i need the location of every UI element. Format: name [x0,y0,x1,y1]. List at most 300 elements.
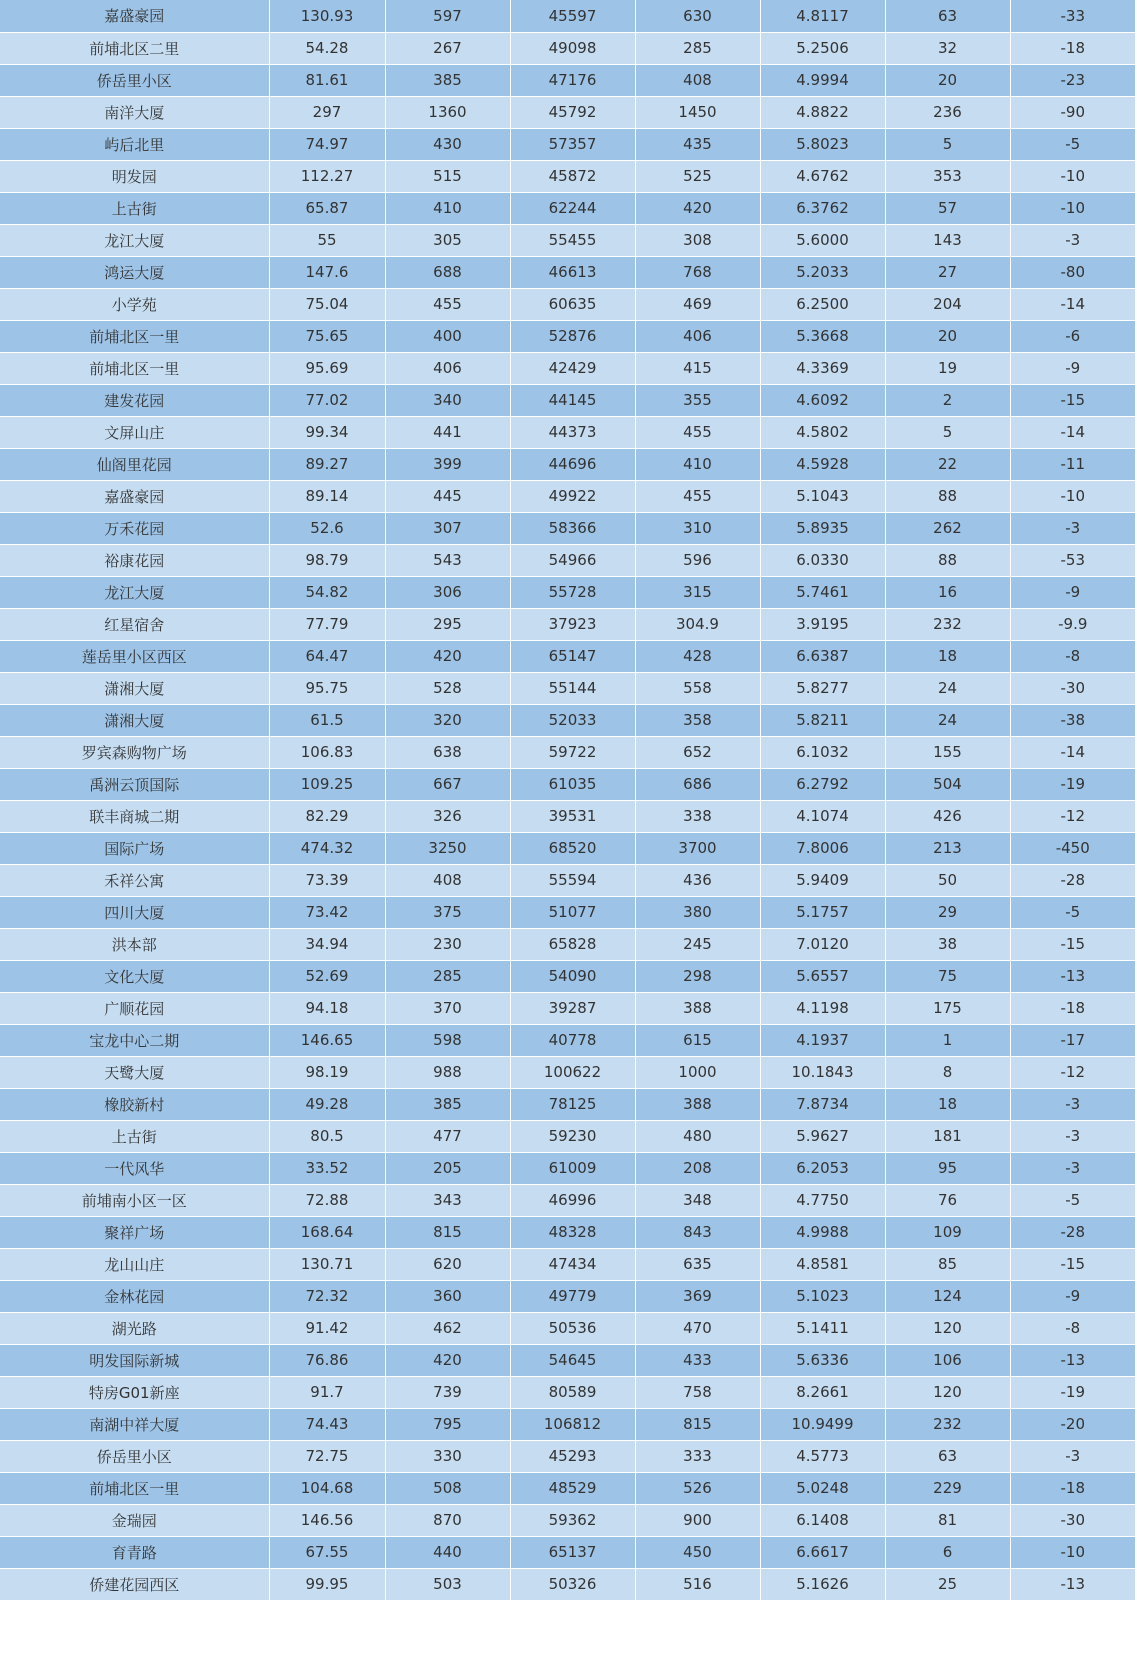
area-cell: 99.34 [269,416,385,448]
count-cell: 155 [885,736,1010,768]
table-row [0,736,1135,768]
area-cell: 67.55 [269,1536,385,1568]
listed-price-cell: 843 [635,1216,760,1248]
unit-price-cell: 47176 [510,64,635,96]
area-cell: 52.6 [269,512,385,544]
ratio-cell: 6.1408 [760,1504,885,1536]
estate-name-cell: 南洋大厦 [0,96,269,128]
ratio-cell: 5.6000 [760,224,885,256]
ratio-cell: 4.5928 [760,448,885,480]
change-cell: -3 [1010,224,1135,256]
ratio-cell: 4.6092 [760,384,885,416]
estate-name-cell: 万禾花园 [0,512,269,544]
area-cell: 98.79 [269,544,385,576]
change-cell: -13 [1010,960,1135,992]
count-cell: 95 [885,1152,1010,1184]
total-price-cell: 326 [385,800,510,832]
unit-price-cell: 59230 [510,1120,635,1152]
change-cell: -3 [1010,1120,1135,1152]
listed-price-cell: 470 [635,1312,760,1344]
unit-price-cell: 45597 [510,0,635,32]
estate-name-cell: 前埔南小区一区 [0,1184,269,1216]
total-price-cell: 306 [385,576,510,608]
total-price-cell: 620 [385,1248,510,1280]
ratio-cell: 4.1074 [760,800,885,832]
unit-price-cell: 80589 [510,1376,635,1408]
table-row [0,0,1135,32]
count-cell: 181 [885,1120,1010,1152]
area-cell: 81.61 [269,64,385,96]
unit-price-cell: 47434 [510,1248,635,1280]
estate-name-cell: 侨岳里小区 [0,64,269,96]
ratio-cell: 5.8211 [760,704,885,736]
change-cell: -5 [1010,1184,1135,1216]
table-row [0,672,1135,704]
listed-price-cell: 596 [635,544,760,576]
total-price-cell: 508 [385,1472,510,1504]
count-cell: 353 [885,160,1010,192]
area-cell: 80.5 [269,1120,385,1152]
change-cell: -18 [1010,1472,1135,1504]
change-cell: -5 [1010,128,1135,160]
total-price-cell: 375 [385,896,510,928]
table-row [0,416,1135,448]
ratio-cell: 4.9988 [760,1216,885,1248]
area-cell: 99.95 [269,1568,385,1600]
area-cell: 77.79 [269,608,385,640]
listed-price-cell: 469 [635,288,760,320]
listed-price-cell: 420 [635,192,760,224]
count-cell: 204 [885,288,1010,320]
total-price-cell: 330 [385,1440,510,1472]
table-row [0,1088,1135,1120]
table-row [0,608,1135,640]
change-cell: -10 [1010,160,1135,192]
estate-name-cell: 龙江大厦 [0,576,269,608]
count-cell: 16 [885,576,1010,608]
change-cell: -80 [1010,256,1135,288]
ratio-cell: 5.9627 [760,1120,885,1152]
area-cell: 72.32 [269,1280,385,1312]
table-row [0,384,1135,416]
listed-price-cell: 245 [635,928,760,960]
area-cell: 297 [269,96,385,128]
table-row [0,704,1135,736]
listed-price-cell: 369 [635,1280,760,1312]
unit-price-cell: 49779 [510,1280,635,1312]
estate-name-cell: 湖光路 [0,1312,269,1344]
total-price-cell: 285 [385,960,510,992]
area-cell: 73.42 [269,896,385,928]
estate-name-cell: 罗宾森购物广场 [0,736,269,768]
change-cell: -23 [1010,64,1135,96]
count-cell: 8 [885,1056,1010,1088]
unit-price-cell: 50326 [510,1568,635,1600]
total-price-cell: 343 [385,1184,510,1216]
count-cell: 1 [885,1024,1010,1056]
unit-price-cell: 78125 [510,1088,635,1120]
listed-price-cell: 436 [635,864,760,896]
area-cell: 168.64 [269,1216,385,1248]
total-price-cell: 667 [385,768,510,800]
change-cell: -10 [1010,1536,1135,1568]
total-price-cell: 399 [385,448,510,480]
listed-price-cell: 480 [635,1120,760,1152]
ratio-cell: 4.6762 [760,160,885,192]
listed-price-cell: 308 [635,224,760,256]
listed-price-cell: 380 [635,896,760,928]
unit-price-cell: 44145 [510,384,635,416]
count-cell: 20 [885,320,1010,352]
count-cell: 25 [885,1568,1010,1600]
unit-price-cell: 54090 [510,960,635,992]
total-price-cell: 638 [385,736,510,768]
unit-price-cell: 59722 [510,736,635,768]
ratio-cell: 10.9499 [760,1408,885,1440]
area-cell: 89.27 [269,448,385,480]
count-cell: 5 [885,128,1010,160]
total-price-cell: 406 [385,352,510,384]
change-cell: -38 [1010,704,1135,736]
ratio-cell: 4.7750 [760,1184,885,1216]
change-cell: -30 [1010,672,1135,704]
table-row [0,1312,1135,1344]
ratio-cell: 4.3369 [760,352,885,384]
table-row [0,1536,1135,1568]
ratio-cell: 7.8006 [760,832,885,864]
total-price-cell: 205 [385,1152,510,1184]
listed-price-cell: 428 [635,640,760,672]
estate-name-cell: 上古街 [0,192,269,224]
unit-price-cell: 39287 [510,992,635,1024]
change-cell: -10 [1010,480,1135,512]
total-price-cell: 420 [385,640,510,672]
total-price-cell: 267 [385,32,510,64]
area-cell: 33.52 [269,1152,385,1184]
count-cell: 85 [885,1248,1010,1280]
table-row [0,896,1135,928]
change-cell: -9 [1010,576,1135,608]
table-row [0,1152,1135,1184]
unit-price-cell: 61009 [510,1152,635,1184]
total-price-cell: 385 [385,64,510,96]
table-row [0,992,1135,1024]
count-cell: 175 [885,992,1010,1024]
count-cell: 32 [885,32,1010,64]
change-cell: -3 [1010,1152,1135,1184]
change-cell: -15 [1010,928,1135,960]
listed-price-cell: 208 [635,1152,760,1184]
unit-price-cell: 46613 [510,256,635,288]
total-price-cell: 3250 [385,832,510,864]
count-cell: 232 [885,608,1010,640]
change-cell: -9.9 [1010,608,1135,640]
estate-name-cell: 前埔北区一里 [0,1472,269,1504]
listed-price-cell: 635 [635,1248,760,1280]
area-cell: 55 [269,224,385,256]
change-cell: -3 [1010,1440,1135,1472]
estate-name-cell: 屿后北里 [0,128,269,160]
area-cell: 49.28 [269,1088,385,1120]
change-cell: -10 [1010,192,1135,224]
count-cell: 5 [885,416,1010,448]
table-row [0,928,1135,960]
unit-price-cell: 100622 [510,1056,635,1088]
area-cell: 73.39 [269,864,385,896]
count-cell: 504 [885,768,1010,800]
unit-price-cell: 46996 [510,1184,635,1216]
change-cell: -14 [1010,288,1135,320]
area-cell: 89.14 [269,480,385,512]
listed-price-cell: 558 [635,672,760,704]
area-cell: 104.68 [269,1472,385,1504]
change-cell: -14 [1010,416,1135,448]
estate-name-cell: 小学苑 [0,288,269,320]
estate-name-cell: 文化大厦 [0,960,269,992]
unit-price-cell: 45792 [510,96,635,128]
estate-name-cell: 潇湘大厦 [0,672,269,704]
listed-price-cell: 433 [635,1344,760,1376]
area-cell: 130.71 [269,1248,385,1280]
estate-name-cell: 莲岳里小区西区 [0,640,269,672]
total-price-cell: 430 [385,128,510,160]
area-cell: 34.94 [269,928,385,960]
listed-price-cell: 768 [635,256,760,288]
count-cell: 27 [885,256,1010,288]
unit-price-cell: 40778 [510,1024,635,1056]
change-cell: -11 [1010,448,1135,480]
total-price-cell: 815 [385,1216,510,1248]
listed-price-cell: 348 [635,1184,760,1216]
change-cell: -28 [1010,1216,1135,1248]
unit-price-cell: 54645 [510,1344,635,1376]
total-price-cell: 598 [385,1024,510,1056]
count-cell: 81 [885,1504,1010,1536]
ratio-cell: 4.9994 [760,64,885,96]
estate-name-cell: 龙江大厦 [0,224,269,256]
area-cell: 147.6 [269,256,385,288]
total-price-cell: 400 [385,320,510,352]
ratio-cell: 4.5802 [760,416,885,448]
estate-name-cell: 仙阁里花园 [0,448,269,480]
ratio-cell: 5.0248 [760,1472,885,1504]
area-cell: 54.28 [269,32,385,64]
area-cell: 106.83 [269,736,385,768]
change-cell: -28 [1010,864,1135,896]
unit-price-cell: 68520 [510,832,635,864]
table-row [0,320,1135,352]
listed-price-cell: 1000 [635,1056,760,1088]
unit-price-cell: 52033 [510,704,635,736]
total-price-cell: 440 [385,1536,510,1568]
listed-price-cell: 615 [635,1024,760,1056]
ratio-cell: 6.2053 [760,1152,885,1184]
count-cell: 18 [885,640,1010,672]
count-cell: 426 [885,800,1010,832]
total-price-cell: 320 [385,704,510,736]
count-cell: 232 [885,1408,1010,1440]
listed-price-cell: 415 [635,352,760,384]
area-cell: 95.75 [269,672,385,704]
count-cell: 262 [885,512,1010,544]
ratio-cell: 5.9409 [760,864,885,896]
listed-price-cell: 652 [635,736,760,768]
table-row [0,256,1135,288]
unit-price-cell: 62244 [510,192,635,224]
unit-price-cell: 52876 [510,320,635,352]
unit-price-cell: 48529 [510,1472,635,1504]
ratio-cell: 5.2033 [760,256,885,288]
unit-price-cell: 58366 [510,512,635,544]
unit-price-cell: 54966 [510,544,635,576]
table-row [0,224,1135,256]
count-cell: 50 [885,864,1010,896]
estate-name-cell: 前埔北区二里 [0,32,269,64]
count-cell: 20 [885,64,1010,96]
count-cell: 76 [885,1184,1010,1216]
area-cell: 52.69 [269,960,385,992]
listed-price-cell: 298 [635,960,760,992]
listed-price-cell: 435 [635,128,760,160]
change-cell: -450 [1010,832,1135,864]
ratio-cell: 8.2661 [760,1376,885,1408]
table-row [0,352,1135,384]
estate-name-cell: 文屏山庄 [0,416,269,448]
table-row [0,576,1135,608]
total-price-cell: 408 [385,864,510,896]
count-cell: 57 [885,192,1010,224]
listed-price-cell: 358 [635,704,760,736]
listed-price-cell: 516 [635,1568,760,1600]
count-cell: 106 [885,1344,1010,1376]
table-row [0,448,1135,480]
table-row [0,512,1135,544]
area-cell: 72.75 [269,1440,385,1472]
table-row [0,768,1135,800]
estate-name-cell: 鸿运大厦 [0,256,269,288]
estate-name-cell: 明发国际新城 [0,1344,269,1376]
table-row [0,160,1135,192]
change-cell: -13 [1010,1344,1135,1376]
estate-name-cell: 建发花园 [0,384,269,416]
table-row [0,192,1135,224]
change-cell: -90 [1010,96,1135,128]
count-cell: 19 [885,352,1010,384]
table-row [0,1024,1135,1056]
ratio-cell: 5.1626 [760,1568,885,1600]
ratio-cell: 6.6617 [760,1536,885,1568]
ratio-cell: 4.1937 [760,1024,885,1056]
area-cell: 65.87 [269,192,385,224]
area-cell: 112.27 [269,160,385,192]
change-cell: -18 [1010,992,1135,1024]
total-price-cell: 307 [385,512,510,544]
ratio-cell: 5.1411 [760,1312,885,1344]
area-cell: 64.47 [269,640,385,672]
listed-price-cell: 315 [635,576,760,608]
listed-price-cell: 304.9 [635,608,760,640]
ratio-cell: 5.2506 [760,32,885,64]
estate-name-cell: 宝龙中心二期 [0,1024,269,1056]
unit-price-cell: 55455 [510,224,635,256]
change-cell: -3 [1010,1088,1135,1120]
estate-name-cell: 四川大厦 [0,896,269,928]
ratio-cell: 5.6557 [760,960,885,992]
count-cell: 236 [885,96,1010,128]
count-cell: 29 [885,896,1010,928]
total-price-cell: 503 [385,1568,510,1600]
estate-name-cell: 联丰商城二期 [0,800,269,832]
area-cell: 146.56 [269,1504,385,1536]
total-price-cell: 543 [385,544,510,576]
table-row [0,32,1135,64]
count-cell: 63 [885,0,1010,32]
unit-price-cell: 55144 [510,672,635,704]
change-cell: -14 [1010,736,1135,768]
change-cell: -9 [1010,352,1135,384]
ratio-cell: 4.8117 [760,0,885,32]
total-price-cell: 420 [385,1344,510,1376]
listed-price-cell: 450 [635,1536,760,1568]
area-cell: 474.32 [269,832,385,864]
area-cell: 74.97 [269,128,385,160]
change-cell: -17 [1010,1024,1135,1056]
area-cell: 82.29 [269,800,385,832]
ratio-cell: 5.1757 [760,896,885,928]
table-row [0,288,1135,320]
total-price-cell: 515 [385,160,510,192]
count-cell: 143 [885,224,1010,256]
listed-price-cell: 338 [635,800,760,832]
listed-price-cell: 406 [635,320,760,352]
table-row [0,128,1135,160]
ratio-cell: 4.8822 [760,96,885,128]
listed-price-cell: 526 [635,1472,760,1504]
estate-name-cell: 嘉盛豪园 [0,480,269,512]
estate-name-cell: 侨岳里小区 [0,1440,269,1472]
area-cell: 75.65 [269,320,385,352]
area-cell: 130.93 [269,0,385,32]
count-cell: 75 [885,960,1010,992]
change-cell: -12 [1010,1056,1135,1088]
table-row [0,1056,1135,1088]
table-row [0,1216,1135,1248]
ratio-cell: 5.1043 [760,480,885,512]
estate-name-cell: 广顺花园 [0,992,269,1024]
area-cell: 146.65 [269,1024,385,1056]
estate-name-cell: 金林花园 [0,1280,269,1312]
total-price-cell: 370 [385,992,510,1024]
listed-price-cell: 758 [635,1376,760,1408]
ratio-cell: 5.8023 [760,128,885,160]
change-cell: -12 [1010,800,1135,832]
total-price-cell: 410 [385,192,510,224]
unit-price-cell: 55728 [510,576,635,608]
listed-price-cell: 408 [635,64,760,96]
total-price-cell: 305 [385,224,510,256]
table-row [0,544,1135,576]
unit-price-cell: 65137 [510,1536,635,1568]
count-cell: 18 [885,1088,1010,1120]
table-row [0,1344,1135,1376]
count-cell: 213 [885,832,1010,864]
change-cell: -53 [1010,544,1135,576]
unit-price-cell: 59362 [510,1504,635,1536]
estate-name-cell: 前埔北区一里 [0,352,269,384]
change-cell: -6 [1010,320,1135,352]
total-price-cell: 295 [385,608,510,640]
count-cell: 38 [885,928,1010,960]
